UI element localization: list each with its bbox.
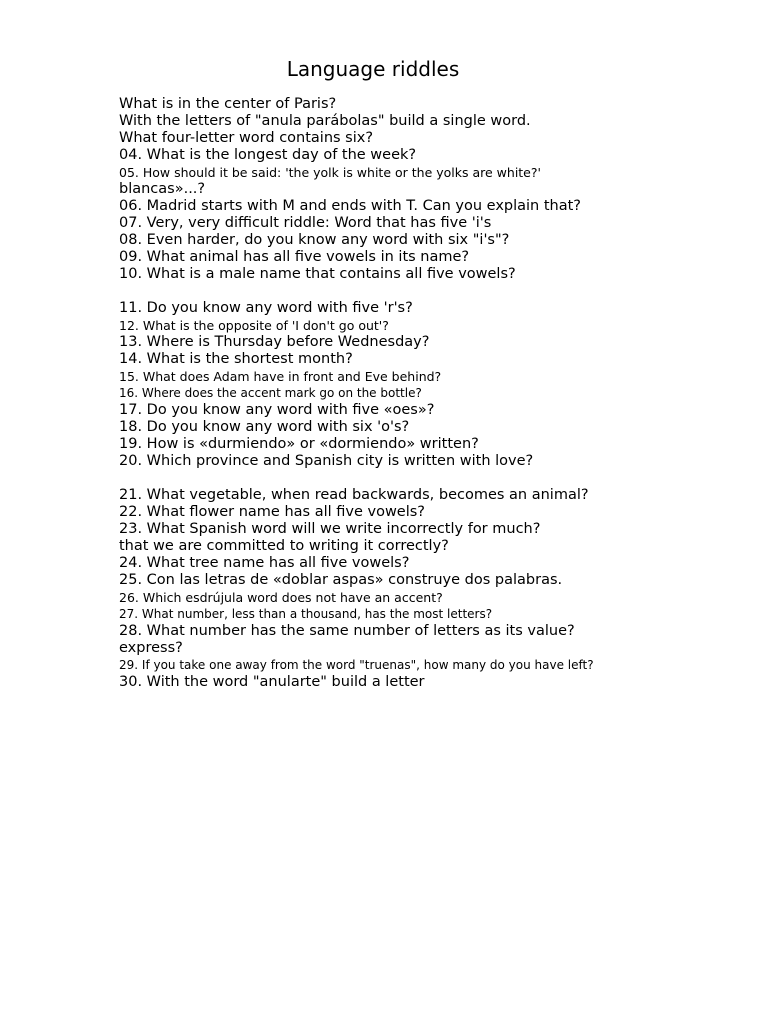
riddle-line-22: 22. What flower name has all five vowels? [119,504,426,520]
riddle-line-19: 19. How is «durmiendo» or «dormiendo» written? [119,436,479,452]
riddle-line-7: 07. Very, very difficult riddle: Word that has five 'i's [119,215,492,231]
riddle-line-10: 10. What is a male name that contains all five vowels? [119,266,516,282]
riddle-line-30: 30. With the word "anularte" build a letter [119,674,425,690]
riddle-line-4: 04. What is the longest day of the week? [119,147,417,163]
riddle-line-8: 08. Even harder, do you know any word with six "i's"? [119,232,510,248]
riddle-line-23: 23. What Spanish word will we write incorrectly for much? [119,521,541,537]
riddle-line-15: 15. What does Adam have in front and Eve behind? [119,369,442,384]
riddle-line-11: 11. Do you know any word with five 'r's? [119,300,413,316]
riddle-list [119,96,749,691]
riddle-line-14: 14. What is the shortest month? [119,351,353,367]
riddle-line-29: 29. If you take one away from the word "truenas", how many do you have left? [119,658,594,672]
riddle-line-12: 12. What is the opposite of 'I don't go out'? [119,318,389,333]
riddle-line-9: 09. What animal has all five vowels in its name? [119,249,470,265]
riddle-line-17: 17. Do you know any word with five «oes»? [119,402,435,418]
riddle-line-13: 13. Where is Thursday before Wednesday? [119,334,430,350]
riddle-line-16: 16. Where does the accent mark go on the bottle? [119,386,422,400]
riddle-line-1: What is in the center of Paris? [119,96,337,112]
riddle-line-28-continued: express? [119,640,183,656]
riddle-line-23-continued: that we are committed to writing it correctly? [119,538,449,554]
section-gap [119,283,749,300]
riddle-line-5: 05. How should it be said: 'the yolk is white or the yolks are white?' [119,165,541,180]
riddle-line-25: 25. Con las letras de «doblar aspas» construye dos palabras. [119,572,563,588]
riddle-line-18: 18. Do you know any word with six 'o's? [119,419,410,435]
riddle-line-21: 21. What vegetable, when read backwards, becomes an animal? [119,487,589,503]
riddle-line-5-continued: blancas»...? [119,181,206,197]
riddle-line-28: 28. What number has the same number of letters as its value? [119,623,575,639]
riddle-line-26: 26. Which esdrújula word does not have an accent? [119,590,443,605]
riddle-line-27: 27. What number, less than a thousand, has the most letters? [119,607,493,621]
riddle-line-3: What four-letter word contains six? [119,130,374,146]
page-title: Language riddles [286,57,460,81]
riddle-line-2: With the letters of "anula parábolas" build a single word. [119,113,531,129]
riddle-line-6: 06. Madrid starts with M and ends with T. Can you explain that? [119,198,581,214]
riddle-line-24: 24. What tree name has all five vowels? [119,555,410,571]
section-gap [119,470,749,487]
riddle-line-20: 20. Which province and Spanish city is written with love? [119,453,534,469]
